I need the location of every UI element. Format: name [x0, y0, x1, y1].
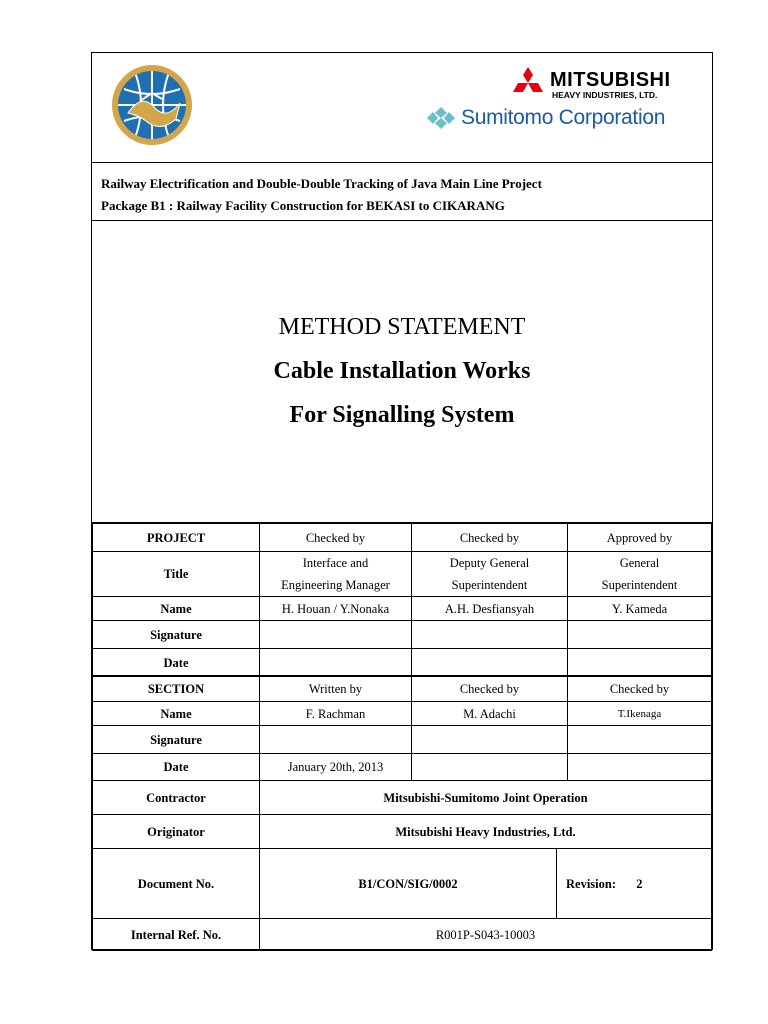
- table-row: [93, 781, 712, 815]
- row-label: Name: [93, 597, 260, 621]
- table-header-cell: PROJECT: [93, 524, 260, 552]
- table-header-cell: Approved by: [568, 524, 712, 552]
- title-text: Superintendent: [451, 578, 528, 592]
- mitsubishi-subtitle: HEAVY INDUSTRIES, LTD.: [552, 90, 658, 100]
- contractor-table: [92, 780, 712, 849]
- project-line-1: Railway Electrification and Double-Double Tracking of Java Main Line Project: [101, 176, 542, 191]
- date-cell[interactable]: [568, 649, 712, 677]
- document-title-line-2: Cable Installation Works: [273, 358, 531, 384]
- table-cell: F. Rachman: [260, 702, 412, 726]
- row-label: Internal Ref. No.: [93, 919, 260, 951]
- table-header-cell: Checked by: [412, 524, 568, 552]
- table-header-cell: SECTION: [93, 676, 260, 702]
- title-text: Interface and: [302, 556, 369, 570]
- row-label: Originator: [93, 815, 260, 849]
- table-cell: H. Houan / Y.Nonaka: [260, 597, 412, 621]
- table-cell: T.Ikenaga: [568, 702, 712, 726]
- section-approval-table: [92, 675, 712, 781]
- internal-ref-table: [92, 918, 712, 951]
- internal-ref-value: R001P-S043-10003: [260, 919, 712, 951]
- revision-cell: [557, 849, 712, 919]
- table-row: [93, 702, 712, 726]
- table-row: [93, 919, 712, 951]
- signature-cell[interactable]: [568, 726, 712, 754]
- table-cell: A.H. Desfiansyah: [412, 597, 568, 621]
- table-row: [93, 676, 712, 702]
- table-cell: [568, 552, 712, 597]
- table-row: [93, 754, 712, 781]
- title-text: General: [619, 556, 660, 570]
- table-row: [93, 815, 712, 849]
- row-label: Title: [93, 552, 260, 597]
- table-row: [93, 649, 712, 677]
- signature-cell[interactable]: [412, 621, 568, 649]
- table-row: [93, 849, 712, 919]
- table-row: [93, 621, 712, 649]
- project-approval-table: [92, 523, 712, 677]
- sumitomo-wordmark: Sumitomo Corporation: [461, 106, 666, 129]
- date-cell[interactable]: [412, 754, 568, 781]
- title-text: Deputy General: [449, 556, 530, 570]
- row-label: Date: [93, 754, 260, 781]
- project-line-2: Package B1 : Railway Facility Construction for BEKASI to CIKARANG: [101, 198, 505, 213]
- sumitomo-logo: [427, 106, 666, 134]
- row-label: Document No.: [93, 849, 260, 919]
- title-text: Engineering Manager: [281, 578, 390, 592]
- document-frame: [91, 52, 713, 950]
- date-cell[interactable]: [412, 649, 568, 677]
- document-number-value: B1/CON/SIG/0002: [260, 849, 557, 919]
- mitsubishi-logo: [510, 67, 671, 106]
- signature-cell[interactable]: [260, 621, 412, 649]
- table-cell: M. Adachi: [412, 702, 568, 726]
- title-section: [92, 221, 712, 523]
- row-label: Date: [93, 649, 260, 677]
- table-header-cell: Checked by: [260, 524, 412, 552]
- table-header-cell: Written by: [260, 676, 412, 702]
- revision-value: 2: [636, 876, 643, 891]
- row-label: Signature: [93, 726, 260, 754]
- header-logos: [92, 53, 712, 163]
- signature-cell[interactable]: [260, 726, 412, 754]
- table-cell: Y. Kameda: [568, 597, 712, 621]
- document-number-table: [92, 848, 712, 919]
- document-title-line-1: METHOD STATEMENT: [278, 314, 526, 340]
- table-header-cell: Checked by: [568, 676, 712, 702]
- ministry-emblem-logo: [110, 63, 194, 147]
- table-cell: [412, 552, 568, 597]
- document-title-line-3: For Signalling System: [289, 402, 515, 428]
- originator-value: Mitsubishi Heavy Industries, Ltd.: [260, 815, 712, 849]
- table-row: [93, 726, 712, 754]
- row-label: Signature: [93, 621, 260, 649]
- table-row: [93, 597, 712, 621]
- three-diamonds-icon: [510, 67, 546, 101]
- signature-cell[interactable]: [412, 726, 568, 754]
- date-cell[interactable]: January 20th, 2013: [260, 754, 412, 781]
- table-header-cell: Checked by: [412, 676, 568, 702]
- table-row: [93, 552, 712, 597]
- sumitomo-mark-icon: [427, 107, 455, 129]
- title-text: Superintendent: [601, 578, 678, 592]
- row-label: Contractor: [93, 781, 260, 815]
- mitsubishi-wordmark: MITSUBISHI: [550, 69, 671, 91]
- row-label: Name: [93, 702, 260, 726]
- table-cell: [260, 552, 412, 597]
- revision-label: Revision:: [566, 876, 616, 891]
- project-description: [92, 163, 712, 221]
- date-cell[interactable]: [260, 649, 412, 677]
- table-row: [93, 524, 712, 552]
- contractor-value: Mitsubishi-Sumitomo Joint Operation: [260, 781, 712, 815]
- date-cell[interactable]: [568, 754, 712, 781]
- signature-cell[interactable]: [568, 621, 712, 649]
